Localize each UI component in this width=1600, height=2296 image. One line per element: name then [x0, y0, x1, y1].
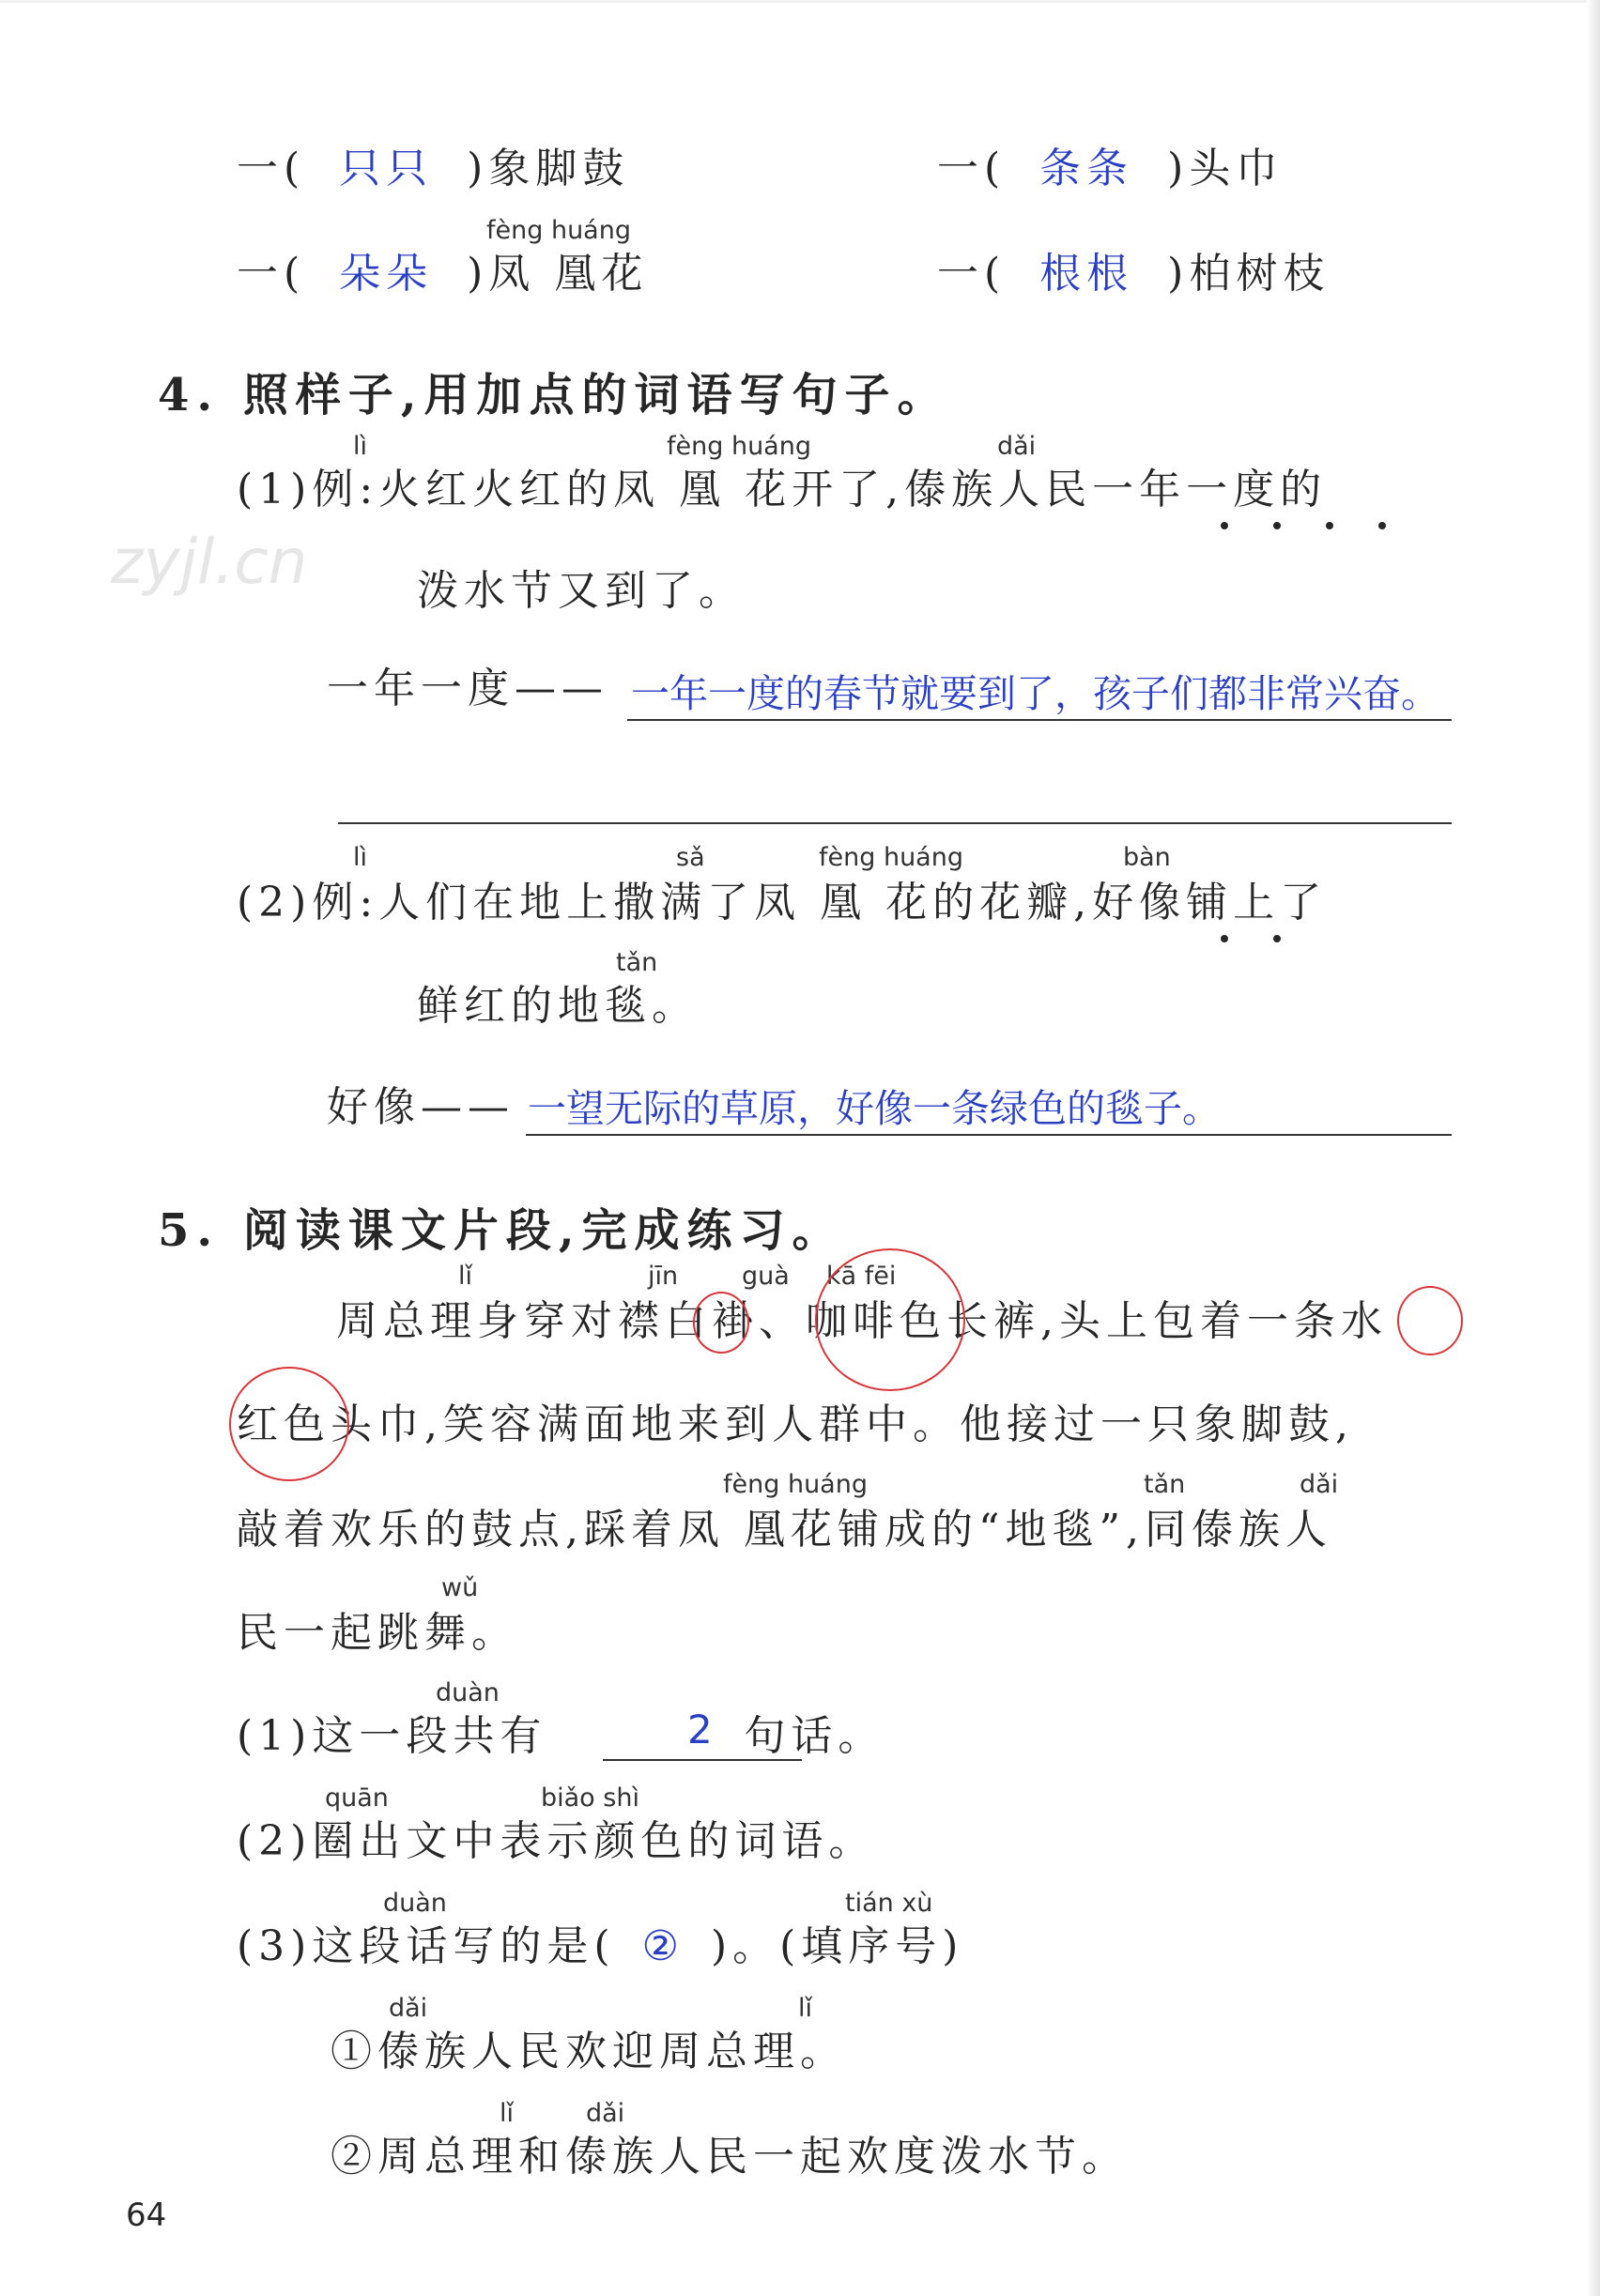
pinyin-wu: wǔ — [441, 1573, 479, 1602]
measure-word-3: 一( 朵朵 )凤 凰花 — [237, 250, 649, 298]
color-word-circle — [815, 1248, 965, 1391]
q5-sub2: (2)圈出文中表示颜色的词语。 — [237, 1817, 876, 1865]
measure-word-1: 一( 只只 )象脚鼓 — [237, 145, 630, 192]
pinyin-fenghuang: fèng huáng — [486, 216, 631, 245]
q5-sub3: (3)这段话写的是( ② )。(填序号) — [237, 1922, 964, 1970]
pinyin-tianxu: tián xù — [845, 1889, 933, 1918]
pinyin-dai: dǎi — [997, 432, 1037, 461]
option-2: ②周总理和傣族人民一起欢度泼水节。 — [331, 2133, 1129, 2181]
pinyin-ban: bàn — [1123, 843, 1171, 872]
emphasis-dot — [1378, 522, 1386, 529]
measure-word-2: 一( 条条 )头巾 — [937, 145, 1284, 192]
q4-ex2-line1: (2)例:人们在地上撒满了凤 凰 花的花瓣,好像铺上了 — [237, 879, 1328, 926]
q4-ex1-prompt: 一年一度—— — [327, 665, 608, 712]
q5-sub1: (1)这一段共有 句话。 — [237, 1712, 885, 1760]
emphasis-dot — [1273, 522, 1281, 529]
q4-title: 4. 照样子,用加点的词语写句子。 — [158, 369, 950, 421]
q4-ex1-line2: 泼水节又到了。 — [417, 567, 746, 615]
q5-sub3-answer: ② — [641, 1922, 685, 1970]
pinyin-kafei: kā fēi — [826, 1262, 897, 1291]
q4-ex2-line2: 鲜红的地毯。 — [417, 982, 699, 1030]
page-number: 64 — [126, 2197, 167, 2234]
answer-3: 朵朵 — [339, 250, 434, 298]
q4-ex1-answer: 一年一度的春节就要到了，孩子们都非常兴奋。 — [631, 671, 1439, 716]
answer-line — [627, 719, 1452, 721]
measure-word-4: 一( 根根 )柏树枝 — [937, 250, 1331, 298]
answer-4: 根根 — [1039, 250, 1134, 298]
pinyin-tan: tǎn — [616, 948, 658, 977]
pinyin-dai: dǎi — [389, 1994, 428, 2023]
q4-ex2-answer: 一望无际的草原，好像一条绿色的毯子。 — [528, 1086, 1221, 1131]
passage-line2: 红色头巾,笑容满面地来到人群中。他接过一只象脚鼓, — [237, 1401, 1354, 1448]
pinyin-fenghuang: fèng huáng — [667, 432, 811, 461]
pinyin-quan: quān — [325, 1783, 389, 1813]
emphasis-dot — [1273, 935, 1281, 942]
pinyin-fenghuang: fèng huáng — [723, 1470, 868, 1499]
pinyin-sa: sǎ — [676, 843, 705, 872]
passage-line3: 敲着欢乐的鼓点,踩着凤 凰花铺成的“地毯”,同傣族人 — [237, 1506, 1332, 1554]
pinyin-li: lì — [353, 843, 368, 872]
q4-ex1-line1: (1)例:火红火红的凤 凰 花开了,傣族人民一年一度的 — [237, 466, 1328, 513]
color-word-circle — [693, 1292, 749, 1354]
emphasis-dot — [1221, 935, 1228, 942]
emphasis-dot — [1221, 522, 1228, 529]
pinyin-jin: jīn — [648, 1262, 679, 1291]
pinyin-duan: duàn — [383, 1889, 447, 1918]
option-1: ①傣族人民欢迎周总理。 — [331, 2028, 847, 2075]
pinyin-li: lǐ — [458, 1262, 473, 1291]
pinyin-dai: dǎi — [586, 2099, 625, 2128]
q5-title: 5. 阅读课文片段,完成练习。 — [158, 1204, 845, 1257]
answer-1: 只只 — [339, 145, 434, 192]
page-edge-shadow — [1587, 0, 1600, 2296]
emphasis-dot — [1326, 522, 1333, 529]
passage-line1: 周总理身穿对襟白褂、咖啡色长裤,头上包着一条水 — [336, 1297, 1388, 1345]
pinyin-dai: dǎi — [1300, 1470, 1339, 1499]
answer-line-blank — [338, 822, 1452, 824]
answer-line — [526, 1134, 1452, 1136]
pinyin-biaoshi: biǎo shì — [541, 1783, 639, 1813]
pinyin-fenghuang: fèng huáng — [819, 843, 963, 872]
color-word-circle — [229, 1367, 349, 1481]
color-word-circle — [1397, 1286, 1463, 1355]
q5-sub1-answer: 2 — [687, 1707, 713, 1753]
pinyin-gua: guà — [742, 1262, 790, 1291]
answer-2: 条条 — [1039, 145, 1134, 192]
pinyin-li: lǐ — [500, 2099, 515, 2128]
pinyin-li: lì — [353, 432, 368, 461]
pinyin-li: lǐ — [798, 1994, 813, 2023]
top-edge — [0, 0, 1600, 3]
watermark: zyjl.cn — [111, 526, 308, 598]
answer-line — [603, 1759, 802, 1761]
pinyin-tan: tǎn — [1144, 1470, 1186, 1499]
passage-line4: 民一起跳舞。 — [237, 1609, 518, 1657]
q4-ex2-prompt: 好像—— — [327, 1083, 515, 1131]
pinyin-duan: duàn — [436, 1678, 500, 1707]
